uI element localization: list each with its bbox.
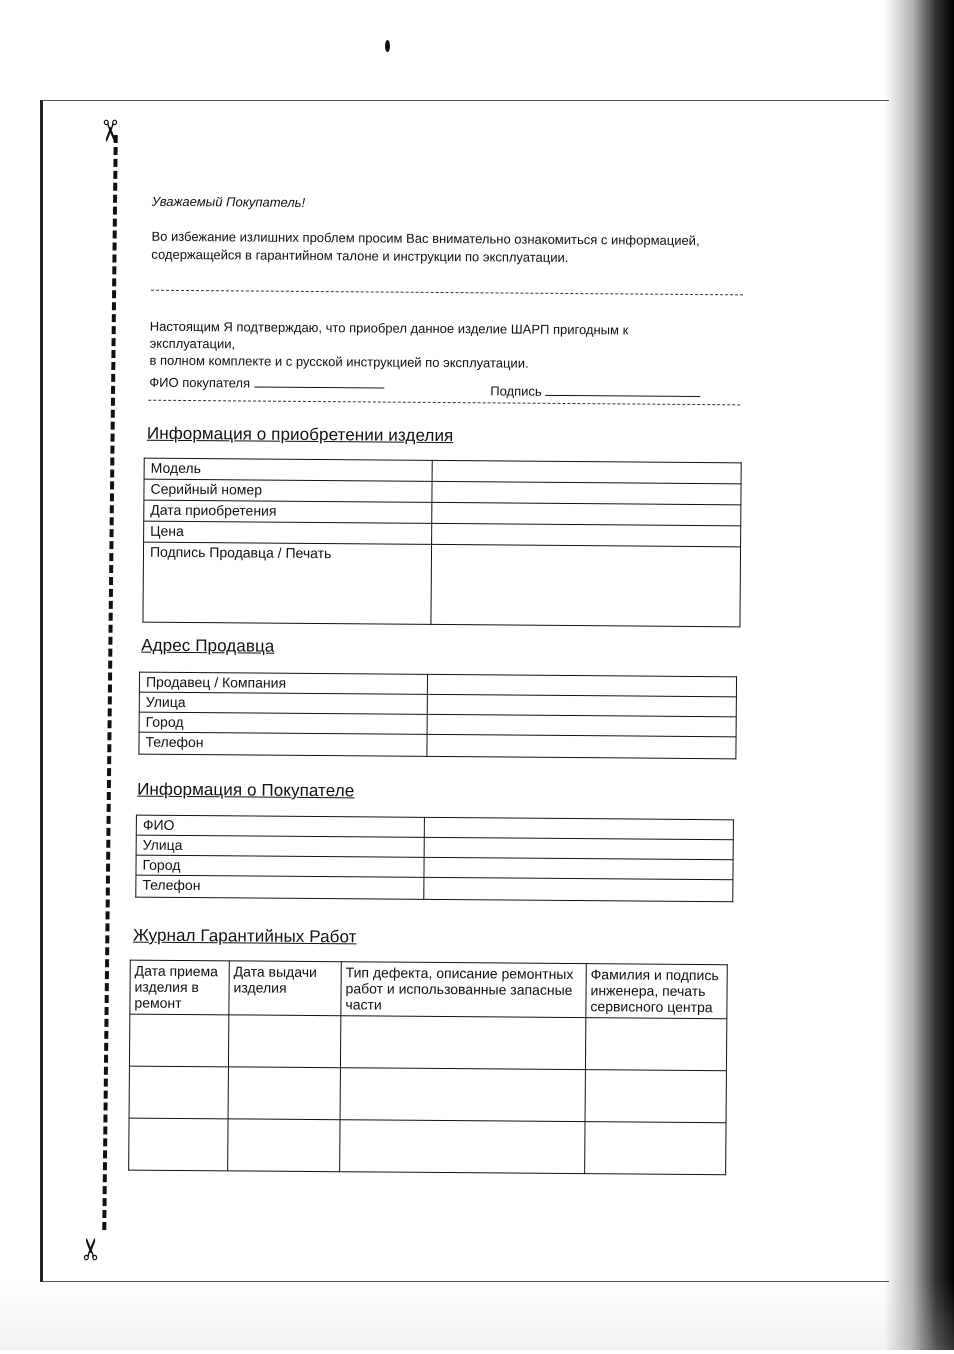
buyer-info-table (135, 815, 734, 903)
seller-address-table (138, 672, 737, 760)
table-row (129, 1118, 726, 1175)
signature-label: Подпись (490, 383, 542, 399)
row-label: Цена (144, 521, 432, 544)
warranty-journal-table (128, 960, 728, 1176)
row-value[interactable] (427, 714, 736, 736)
row-label: Модель (144, 458, 432, 481)
scissors-icon: ✂ (75, 1236, 109, 1262)
buyer-name-line[interactable] (254, 375, 384, 389)
row-value[interactable] (427, 674, 736, 696)
journal-cell[interactable] (129, 1066, 228, 1119)
confirmation-text (149, 318, 709, 373)
journal-cell[interactable] (340, 1016, 585, 1070)
confirmation-line: Настоящим Я подтверждаю, что приобрел данное изделие ШАРП пригодным к эксплуатации, (149, 318, 629, 352)
scissors-icon: ✂ (92, 118, 126, 144)
seller-address-title: Адрес Продавца (141, 635, 275, 656)
table-header-row (130, 960, 727, 1019)
row-value[interactable] (427, 694, 736, 716)
buyer-info-title: Информация о Покупателе (137, 779, 355, 801)
journal-cell[interactable] (129, 1014, 228, 1067)
row-value[interactable] (424, 877, 733, 901)
row-label: Телефон (136, 875, 424, 899)
purchase-info-table (142, 458, 741, 628)
row-label: Серийный номер (144, 479, 432, 502)
row-value[interactable] (432, 523, 741, 546)
row-value[interactable] (432, 502, 741, 525)
journal-cell[interactable] (228, 1067, 340, 1120)
confirmation-line: в полном комплекте и с русской инструкцией по эксплуатации. (149, 352, 529, 371)
table-row (136, 875, 733, 902)
warranty-journal-title: Журнал Гарантийных Работ (132, 925, 357, 947)
journal-cell[interactable] (340, 1120, 585, 1174)
table-row (143, 542, 741, 627)
journal-cell[interactable] (585, 1018, 726, 1071)
row-value[interactable] (431, 544, 741, 626)
buyer-name-label: ФИО покупателя (149, 374, 251, 391)
column-header: Дата приема изделия в ремонт (130, 960, 229, 1015)
row-label: Дата приобретения (144, 500, 432, 523)
row-label: Улица (139, 692, 427, 714)
column-header: Фамилия и подпись инженера, печать сервисного центра (586, 964, 727, 1019)
purchase-info-title: Информация о приобретении изделия (146, 423, 454, 446)
table-row (129, 1014, 726, 1071)
column-header: Тип дефекта, описание ремонтных работ и использованные запасные части (341, 962, 586, 1018)
row-value[interactable] (432, 460, 741, 483)
separator (151, 290, 743, 296)
journal-cell[interactable] (129, 1118, 228, 1171)
row-label: Улица (136, 835, 424, 857)
journal-cell[interactable] (585, 1122, 726, 1175)
row-label: Продавец / Компания (139, 672, 427, 694)
row-value[interactable] (424, 837, 733, 859)
journal-cell[interactable] (228, 1119, 340, 1172)
row-label: Город (139, 712, 427, 734)
separator (148, 400, 740, 406)
signature-line[interactable] (546, 383, 701, 397)
journal-cell[interactable] (585, 1070, 726, 1123)
intro-text: Во избежание излишних проблем просим Вас внимательно ознакомиться с информацией, содержащейся в гарантийном талоне и инструкции по эксплуатации. (151, 228, 700, 265)
row-label: Город (136, 855, 424, 877)
row-value[interactable] (424, 857, 733, 879)
greeting: Уважаемый Покупатель! (151, 193, 306, 210)
row-value[interactable] (432, 481, 741, 504)
journal-cell[interactable] (228, 1015, 340, 1068)
row-value[interactable] (424, 817, 733, 839)
table-row (129, 1066, 726, 1123)
buyer-name-field (149, 374, 384, 392)
table-row (139, 732, 736, 759)
journal-cell[interactable] (340, 1068, 585, 1122)
row-label: Телефон (139, 732, 427, 756)
column-header: Дата выдачи изделия (229, 961, 341, 1016)
row-label: ФИО (136, 815, 424, 837)
row-label: Подпись Продавца / Печать (143, 542, 432, 624)
row-value[interactable] (427, 734, 736, 758)
signature-field (490, 382, 701, 400)
